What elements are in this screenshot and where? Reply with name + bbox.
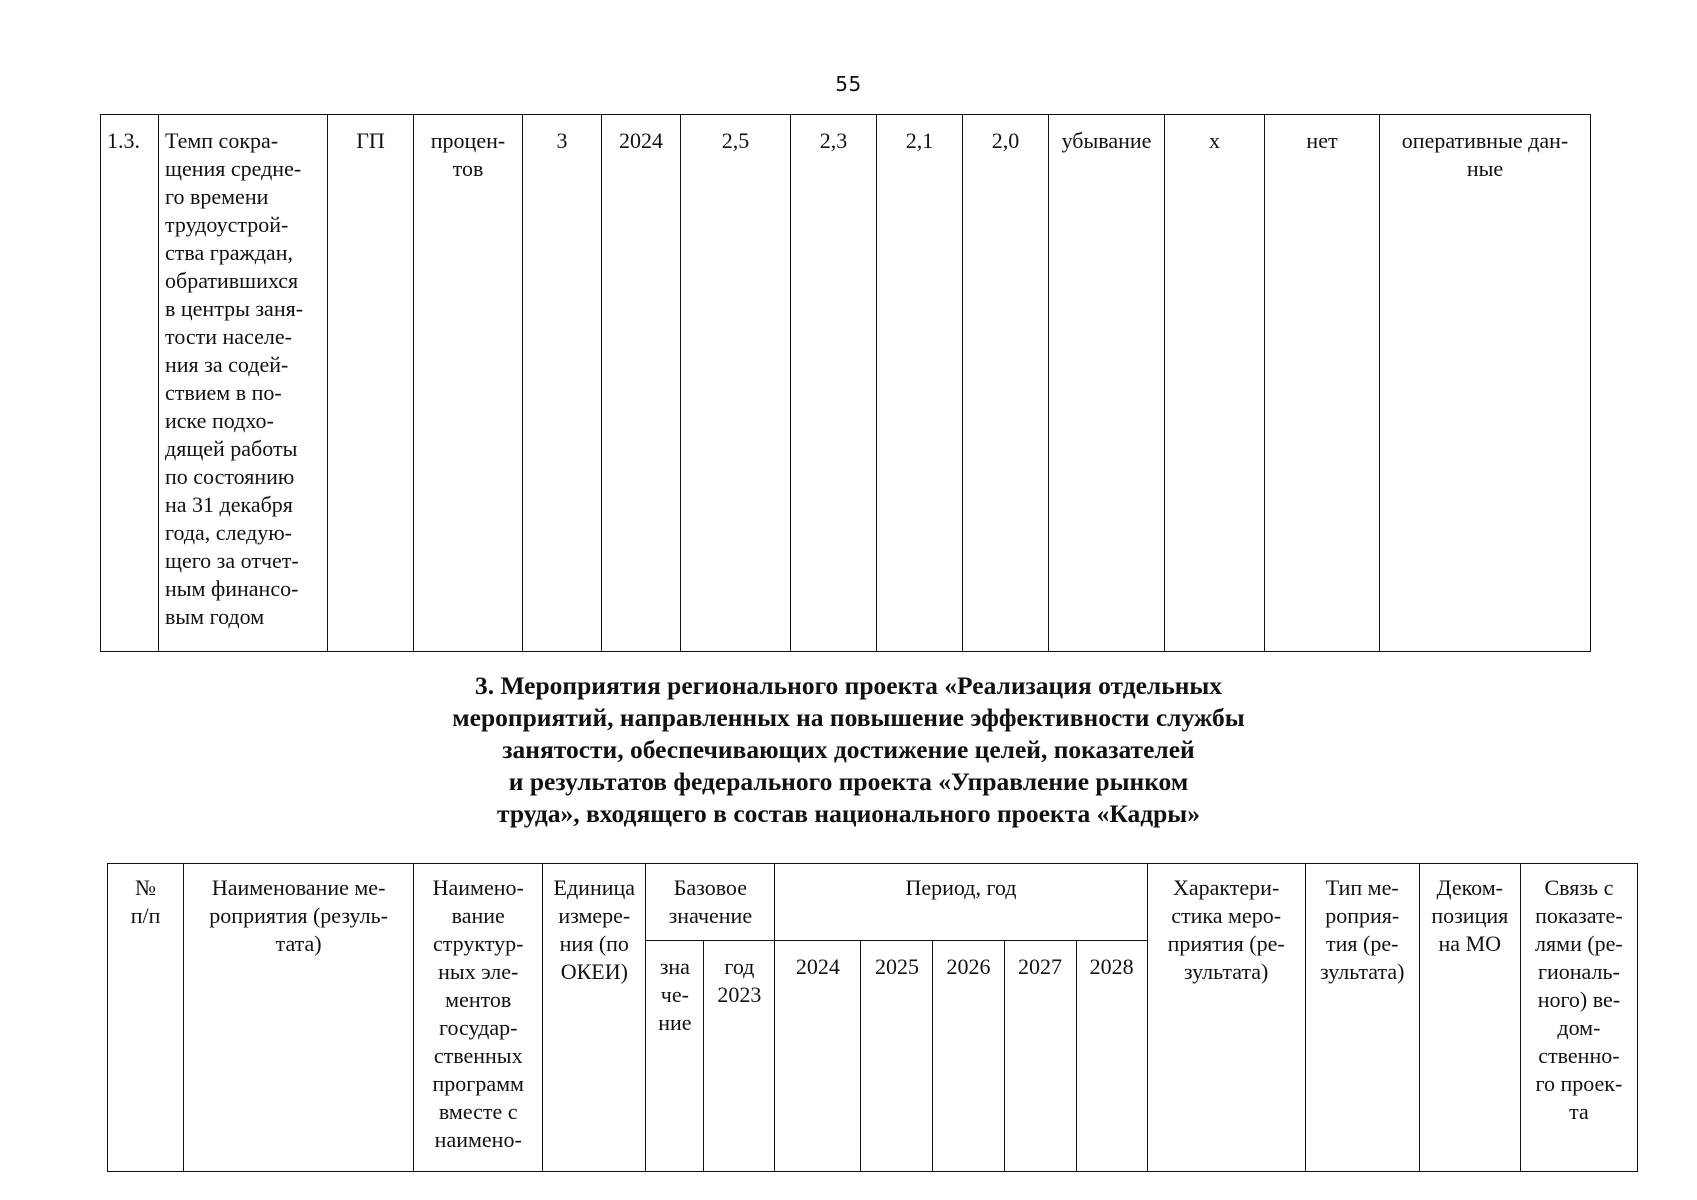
indicator-table (100, 114, 1591, 652)
base-value-cell: 3 (523, 115, 602, 652)
value-cell: 2,3 (791, 115, 877, 652)
header-year: 2026 (933, 941, 1004, 1172)
indicator-name: Темп сокра- щения средне- го времени трудоустрой- ства граждан, обратившихся в центры заня- тости населе- ния за содей- ствием в по- иске подхо- дящей работы по состоянию на 31 декабря года, следую- щего за отчет- ным финансо- вым годом (159, 115, 328, 652)
value-cell: 2,0 (963, 115, 1049, 652)
header-year: 2024 (775, 941, 861, 1172)
header-characteristic: Характери- стика меро- приятия (ре- зультата) (1147, 864, 1305, 1172)
events-table (107, 863, 1638, 1172)
header-base-value: зна че- ние (646, 941, 704, 1172)
mark-cell: х (1165, 115, 1265, 652)
trend-cell: убывание (1049, 115, 1165, 652)
header-unit: Единица измере- ния (по ОКЕИ) (543, 864, 646, 1172)
header-name: Наименование ме- роприятия (резуль- тата) (184, 864, 414, 1172)
page-number: 55 (835, 72, 862, 96)
header-year: 2027 (1004, 941, 1076, 1172)
value-cell: 2,5 (681, 115, 791, 652)
level-cell: ГП (328, 115, 414, 652)
section-heading: 3. Мероприятия регионального проекта «Реализация отдельных мероприятий, направленных на повышение эффективности службы занятости, обеспечивающих достижение целей, показателей и результатов федерального проекта «Управление рынком труда», входящего в состав национального проекта «Кадры» (452, 671, 1245, 828)
header-link: Связь с показате- лями (ре- гиональ- ного) ве- дом- ственно- го проек- та (1520, 864, 1637, 1172)
flag-cell: нет (1265, 115, 1380, 652)
header-num: № п/п (108, 864, 184, 1172)
base-year-cell: 2024 (602, 115, 681, 652)
header-base-year: год 2023 (704, 941, 775, 1172)
header-row (108, 864, 1638, 941)
header-type: Тип ме- роприя- тия (ре- зультата) (1305, 864, 1419, 1172)
row-number: 1.3. (101, 115, 159, 652)
header-struct: Наимено- вание структур- ных эле- ментов государ- ственных программ вместе с наимено- (414, 864, 543, 1172)
header-period: Период, год (775, 864, 1147, 941)
unit-cell: процен- тов (414, 115, 523, 652)
header-year: 2028 (1076, 941, 1147, 1172)
header-year: 2025 (861, 941, 933, 1172)
header-base: Базовое значение (646, 864, 775, 941)
header-decomposition: Деком- позиция на МО (1419, 864, 1520, 1172)
table-row (101, 115, 1591, 652)
source-cell: оперативные дан- ные (1380, 115, 1591, 652)
value-cell: 2,1 (877, 115, 963, 652)
